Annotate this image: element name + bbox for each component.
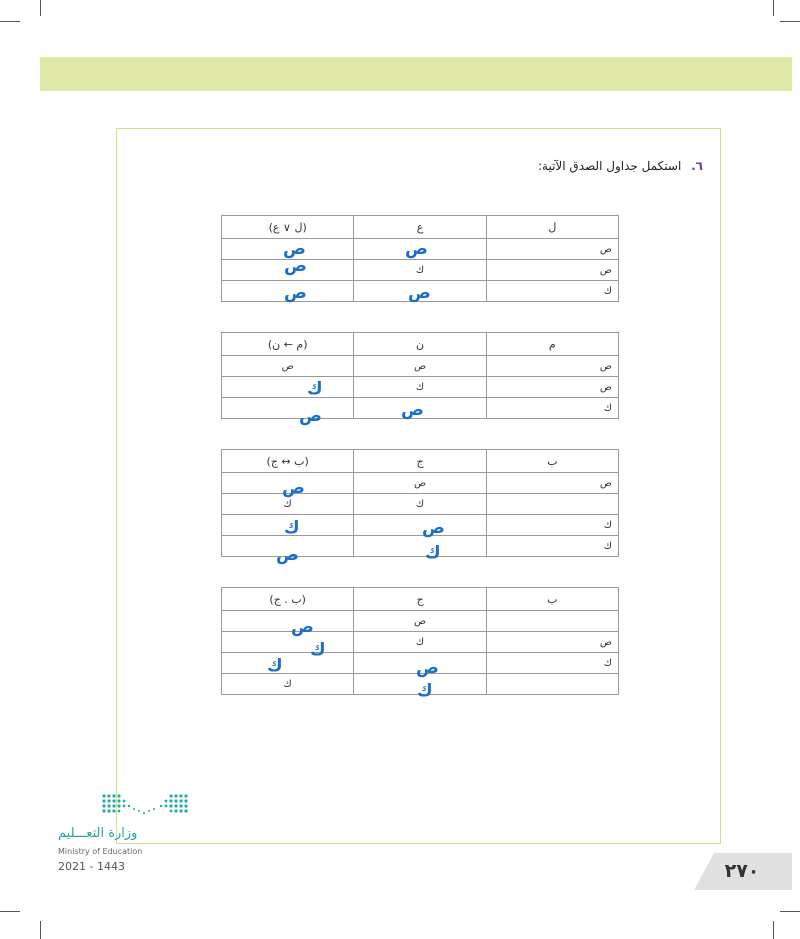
table-cell[interactable]: ك [486, 515, 618, 536]
table-row [222, 611, 619, 632]
crop-mark [0, 911, 20, 912]
ministry-logo-icon [100, 792, 190, 818]
handwritten-answer: ص [291, 617, 314, 637]
table-cell[interactable]: ص [354, 611, 486, 632]
handwritten-answer: ك [284, 518, 300, 538]
table-cell[interactable] [486, 494, 618, 515]
table-cell[interactable]: ك [354, 260, 486, 281]
handwritten-answer: ص [284, 256, 307, 276]
question-line [538, 159, 703, 173]
table-header: (ب ↔ ج) [222, 450, 354, 473]
table-cell[interactable]: ك [222, 494, 354, 515]
table-cell[interactable]: ك [486, 653, 618, 674]
table-cell[interactable] [222, 398, 354, 419]
table-cell[interactable]: ص [486, 260, 618, 281]
crop-mark [40, 0, 41, 16]
handwritten-answer: ص [284, 283, 307, 303]
table-cell[interactable] [354, 536, 486, 557]
handwritten-answer: ص [416, 658, 439, 678]
table-header: م [486, 333, 618, 356]
handwritten-answer: ص [405, 239, 428, 259]
table-cell[interactable]: ص [354, 473, 486, 494]
header-band [40, 57, 792, 91]
edition-year: 2021 - 1443 [58, 860, 125, 873]
table-header: ب [486, 450, 618, 473]
crop-mark [773, 921, 774, 939]
table-cell[interactable]: ك [222, 674, 354, 695]
handwritten-answer: ص [282, 478, 305, 498]
crop-mark [0, 21, 20, 22]
table-cell[interactable] [486, 611, 618, 632]
table-row [222, 632, 619, 653]
table-cell[interactable]: ص [486, 632, 618, 653]
table-cell[interactable] [222, 653, 354, 674]
crop-mark [773, 0, 774, 16]
table-header: (ب . ج) [222, 588, 354, 611]
question-text: استكمل جداول الصدق الآتية: [537, 159, 682, 173]
handwritten-answer: ص [276, 545, 299, 565]
table-cell[interactable] [222, 611, 354, 632]
table-cell[interactable]: ص [222, 356, 354, 377]
table-header: ب [486, 588, 618, 611]
table-header: ل [486, 216, 618, 239]
handwritten-answer: ك [310, 640, 326, 660]
table-row [222, 377, 619, 398]
table-header: ع [354, 216, 486, 239]
table-header: (ل ∨ ع) [222, 216, 354, 239]
table-cell[interactable]: ك [486, 398, 618, 419]
ministry-name-english: Ministry of Education [58, 847, 143, 856]
handwritten-answer: ك [267, 656, 283, 676]
table-cell[interactable]: ص [354, 356, 486, 377]
table-cell[interactable]: ص [486, 377, 618, 398]
crop-mark [780, 911, 800, 912]
table-row [222, 515, 619, 536]
table-header: (م ← ن) [222, 333, 354, 356]
table-cell[interactable]: ص [486, 473, 618, 494]
table-cell[interactable]: ك [354, 377, 486, 398]
handwritten-answer: ص [408, 283, 431, 303]
table-header: ج [354, 588, 486, 611]
ministry-name-arabic: وزارة التعـــليم [58, 826, 138, 841]
table-cell[interactable]: ك [486, 281, 618, 302]
page-number: ٢٧٠ [724, 860, 760, 882]
handwritten-answer: ص [299, 406, 322, 426]
table-cell[interactable] [354, 515, 486, 536]
truth-table-3 [221, 449, 619, 557]
table-cell[interactable]: ك [354, 632, 486, 653]
question-number: ٦. [691, 159, 703, 173]
handwritten-answer: ص [283, 239, 306, 259]
table-cell[interactable]: ص [486, 239, 618, 260]
table-row [222, 356, 619, 377]
handwritten-answer: ص [422, 518, 445, 538]
handwritten-answer: ك [425, 543, 441, 563]
crop-mark [780, 21, 800, 22]
table-cell[interactable]: ك [486, 536, 618, 557]
table-cell[interactable]: ص [486, 356, 618, 377]
table-header: ج [354, 450, 486, 473]
table-cell[interactable] [222, 377, 354, 398]
handwritten-answer: ك [307, 379, 323, 399]
handwritten-answer: ص [401, 400, 424, 420]
table-cell[interactable] [486, 674, 618, 695]
table-cell[interactable]: ك [354, 494, 486, 515]
table-cell[interactable] [222, 632, 354, 653]
crop-mark [40, 921, 41, 939]
truth-table-4 [221, 587, 619, 695]
table-row [222, 260, 619, 281]
table-header: ن [354, 333, 486, 356]
handwritten-answer: ك [417, 681, 433, 701]
